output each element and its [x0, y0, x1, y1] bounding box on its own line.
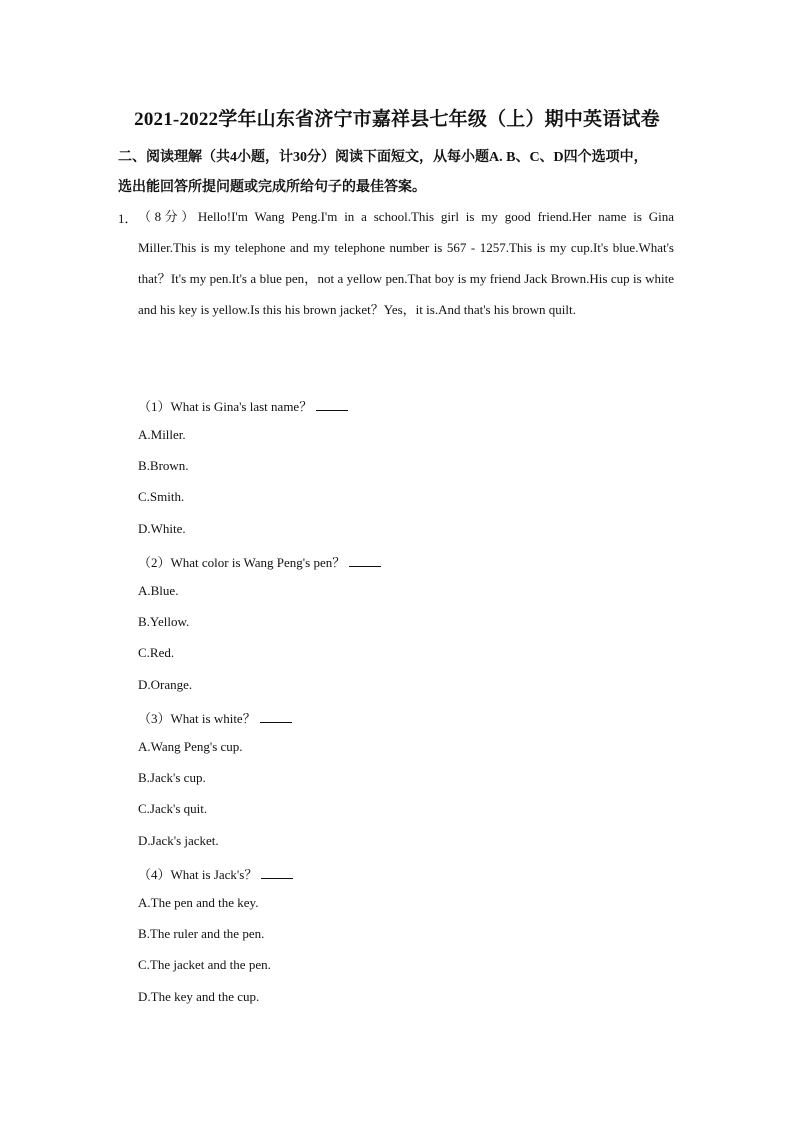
- option-2b: B.Yellow.: [138, 614, 190, 629]
- option-3d: D.Jack's jacket.: [138, 833, 219, 848]
- option-4c: C.The jacket and the pen.: [138, 957, 271, 972]
- passage-text: Hello!I'm Wang Peng.I'm in a school.This girl is my good friend.Her name is Gina Miller.This is my telephone and my telephone number is 567 - 1257.This is my cup.It's blue.What's that？It's my pen.It's a blue pen，not a yellow pen.That boy is my friend Jack Brown.His cup is white and his key is yellow.Is this his brown jacket？Yes，it is.And that's his brown quilt.: [138, 209, 674, 317]
- reading-passage: [138, 201, 674, 325]
- option-3c: C.Jack's quit.: [138, 801, 208, 816]
- subquestion-3: [138, 708, 292, 727]
- option-1c: C.Smith.: [138, 489, 185, 504]
- option-2a: A.Blue.: [138, 583, 179, 598]
- option-4b: B.The ruler and the pen.: [138, 926, 265, 941]
- option-4a: A.The pen and the key.: [138, 895, 259, 910]
- subquestion-stem: （3）What is white？: [138, 711, 256, 726]
- subquestion-stem: （1）What is Gina's last name？: [138, 399, 313, 414]
- question-points: （8分）: [138, 209, 198, 224]
- subquestion-stem: （2）What color is Wang Peng's pen？: [138, 555, 346, 570]
- answer-blank[interactable]: [349, 556, 381, 567]
- answer-blank[interactable]: [316, 400, 348, 411]
- option-2d: D.Orange.: [138, 677, 193, 692]
- option-1b: B.Brown.: [138, 458, 189, 473]
- option-1d: D.White.: [138, 521, 186, 536]
- subquestion-2: [138, 552, 381, 571]
- answer-blank[interactable]: [261, 868, 293, 879]
- option-3a: A.Wang Peng's cup.: [138, 739, 243, 754]
- section-heading-line2: 选出能回答所提问题或完成所给句子的最佳答案。: [118, 180, 426, 195]
- subquestion-1: [138, 396, 348, 415]
- option-3b: B.Jack's cup.: [138, 770, 206, 785]
- answer-blank[interactable]: [260, 712, 292, 723]
- option-1a: A.Miller.: [138, 427, 186, 442]
- exam-title: 2021-2022学年山东省济宁市嘉祥县七年级（上）期中英语试卷: [134, 109, 660, 130]
- section-heading-line1: 二、阅读理解（共4小题，计30分）阅读下面短文，从每小题A. B、C、D四个选项中，: [118, 150, 648, 165]
- option-2c: C.Red.: [138, 645, 175, 660]
- question-number: 1．: [118, 211, 138, 226]
- option-4d: D.The key and the cup.: [138, 989, 260, 1004]
- subquestion-stem: （4）What is Jack's？: [138, 867, 258, 882]
- subquestion-4: [138, 864, 293, 883]
